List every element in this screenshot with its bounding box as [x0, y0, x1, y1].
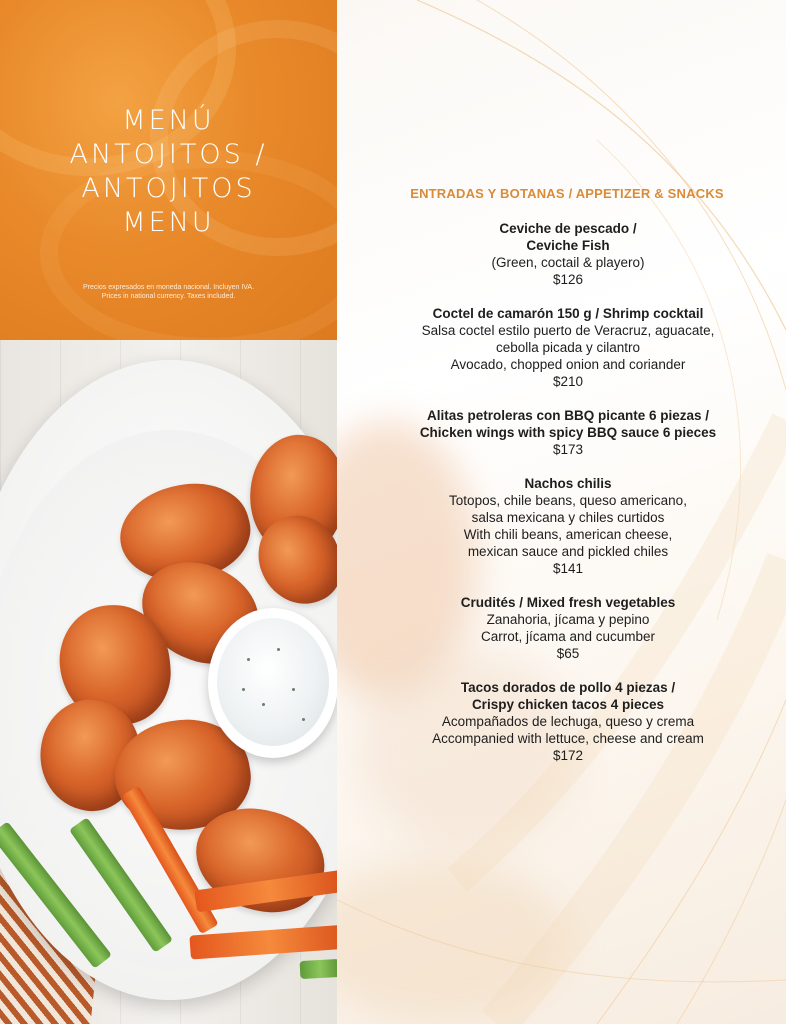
menu-item [350, 220, 786, 288]
menu-item-name: Coctel de camarón 150 g / Shrimp cocktail [432, 306, 704, 321]
herb-speck [242, 688, 245, 691]
section-heading: ENTRADAS Y BOTANAS / APPETIZER & SNACKS [410, 186, 724, 201]
menu-item-name: Ceviche Fish [526, 238, 610, 253]
menu-item [350, 475, 786, 577]
menu-item-description: cebolla picada y cilantro [495, 340, 641, 355]
dip-bowl [208, 608, 337, 758]
menu-item [350, 407, 786, 458]
menu-item-name: Crispy chicken tacos 4 pieces [471, 697, 665, 712]
herb-speck [277, 648, 280, 651]
menu-item-price: $141 [552, 561, 584, 576]
menu-item-description: Totopos, chile beans, queso americano, [449, 493, 687, 508]
herb-speck [262, 703, 265, 706]
menu-item-price: $210 [552, 374, 584, 389]
menu-title-line: ANTOJITOS [81, 173, 256, 204]
menu-item-price: $172 [552, 748, 584, 763]
menu-title [0, 104, 337, 240]
menu-item-price: $126 [552, 272, 584, 287]
menu-item-description: Zanahoria, jícama y pepino [486, 612, 650, 627]
menu-item-name: Crudités / Mixed fresh vegetables [460, 595, 676, 610]
menu-item-description: mexican sauce and pickled chiles [467, 544, 669, 559]
left-column [0, 0, 337, 1024]
herb-speck [247, 658, 250, 661]
menu-item [350, 305, 786, 390]
menu-item-description: Accompanied with lettuce, cheese and cream [432, 731, 704, 746]
menu-item-name: Ceviche de pescado / [499, 221, 637, 236]
celery-stick [300, 959, 337, 979]
menu-item-description: Avocado, chopped onion and coriander [450, 357, 686, 372]
menu-title-line: ANTOJITOS / [69, 139, 268, 170]
menu-title-line: MENÚ [122, 105, 215, 136]
disclaimer-line: Precios expresados en moneda nacional. Incluyen IVA. [82, 284, 255, 291]
menu-item-name: Alitas petroleras con BBQ picante 6 piezas / [426, 408, 710, 423]
menu-item-description: Carrot, jícama and cucumber [480, 629, 656, 644]
menu-item-description: Acompañados de lechuga, queso y crema [441, 714, 695, 729]
blue-cheese-dip [217, 618, 329, 746]
food-photo [0, 340, 337, 1024]
menu-item-price: $65 [556, 646, 580, 661]
menu-item-price: $173 [552, 442, 584, 457]
menu-item-description: With chili beans, american cheese, [463, 527, 673, 542]
herb-speck [292, 688, 295, 691]
menu-item-description: Salsa coctel estilo puerto de Veracruz, aguacate, [421, 323, 715, 338]
menu-item-name: Tacos dorados de pollo 4 piezas / [460, 680, 676, 695]
menu-item-description: (Green, coctail & playero) [491, 255, 645, 270]
title-panel [0, 0, 337, 340]
menu-item-name: Nachos chilis [524, 476, 612, 491]
price-disclaimer [0, 283, 337, 301]
menu-item [350, 594, 786, 662]
menu-title-line: MENU [122, 207, 215, 238]
menu-item-name: Chicken wings with spicy BBQ sauce 6 pieces [419, 425, 717, 440]
menu-items [350, 220, 786, 781]
menu-item-description: salsa mexicana y chiles curtidos [471, 510, 665, 525]
herb-speck [302, 718, 305, 721]
menu-item [350, 679, 786, 764]
disclaimer-line: Prices in national currency. Taxes included. [101, 293, 236, 300]
